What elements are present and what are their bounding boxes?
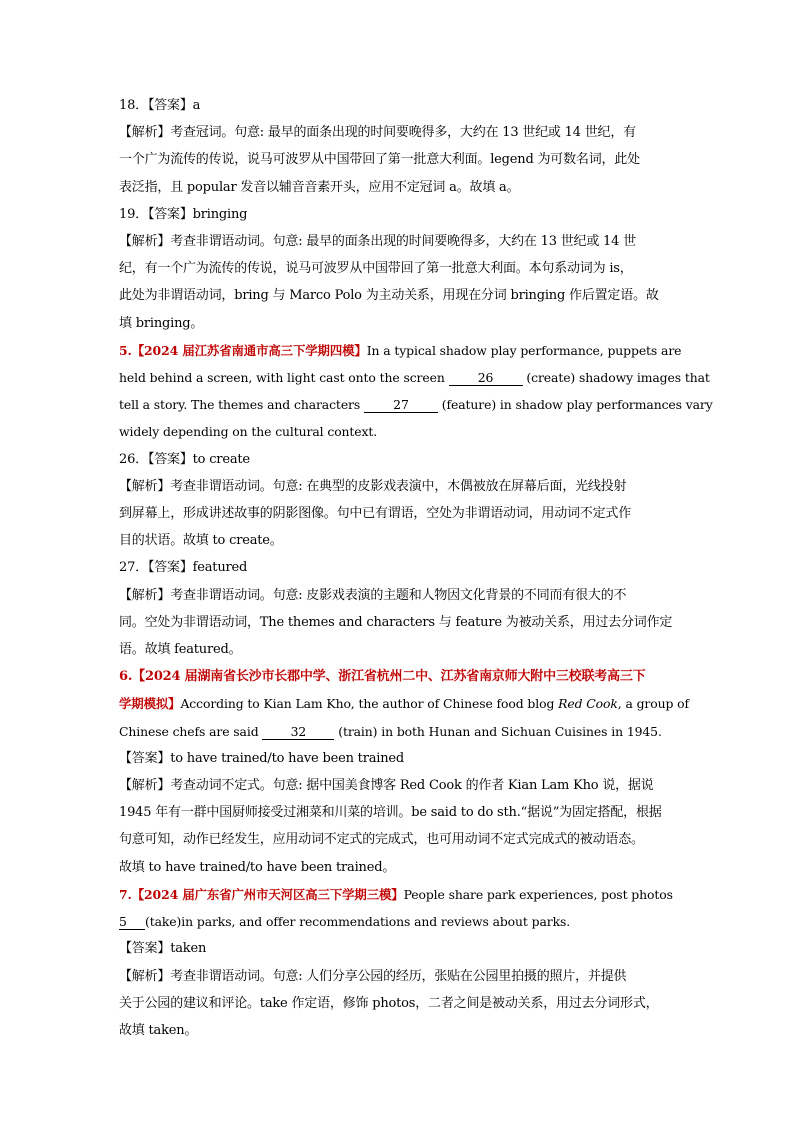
analysis-32-line-1: 【解析】考查动词不定式。句意: 据中国美食博客 Red Cook 的作者 Kian Lam Kho 说，据说 (119, 778, 654, 794)
item-7-text-1: People share park experiences, post photos (403, 886, 673, 902)
analysis-5-line-3: 故填 taken。 (119, 1022, 198, 1038)
item-5-line-3 (119, 391, 713, 418)
item-5-line-4: widely depending on the cultural context. (119, 424, 378, 440)
item-7-line-1 (119, 881, 679, 908)
analysis-27-line-1: 【解析】考查非谓语动词。句意: 皮影戏表演的主题和人物因文化背景的不同而有很大的不 (119, 587, 627, 603)
item-7-number: 7. (119, 886, 132, 902)
analysis-5-line-2: 关于公园的建议和评论。take 作定语，修饰 photos，二者之间是被动关系，用过去分词形式， (119, 995, 659, 1011)
item-5-text-3b: (feature) in shadow play performances vary (437, 397, 713, 413)
analysis-32-line-3: 句意可知，动作已经发生，应用动词不定式的完成式，也可用动词不定式完成式的被动语态。 (119, 832, 644, 848)
analysis-18-line-2: 一个广为流传的传说，说马可波罗从中国带回了第一批意大利面。legend 为可数名词，此处 (119, 152, 640, 168)
analysis-19-line-1: 【解析】考查非谓语动词。句意: 最早的面条出现的时间要晚得多，大约在 13 世纪或 14 世 (119, 234, 636, 250)
document-page (119, 92, 713, 1044)
answer-27: 27．【答案】featured (119, 560, 248, 576)
analysis-18-line-3: 表泛指，且 popular 发音以辅音音素开头，应用不定冠词 a。故填 a。 (119, 179, 520, 195)
item-6-text-2a: Chinese chefs are said (119, 723, 263, 739)
item-6-line-2 (119, 690, 689, 717)
item-7-source: 【2024 届广东省广州市天河区高三下学期三模】 (131, 886, 404, 902)
analysis-5-line-1: 【解析】考查非谓语动词。句意: 人们分享公园的经历，张贴在公园里拍摄的照片，并提供 (119, 968, 627, 984)
blank-32: 32 (262, 725, 334, 740)
analysis-26-line-1: 【解析】考查非谓语动词。句意: 在典型的皮影戏表演中，木偶被放在屏幕后面，光线投射 (119, 478, 627, 494)
item-5-text-2a: held behind a screen, with light cast onto the screen (119, 370, 449, 386)
analysis-32-line-2: 1945 年有一群中国厨师接受过湘菜和川菜的培训。be said to do sth.“据说”为固定搭配，根据 (119, 805, 662, 821)
answer-18: 18．【答案】a (119, 98, 201, 113)
item-6-blog-name: Red Cook (558, 696, 618, 712)
item-6-source-2: 学期模拟】 (119, 696, 181, 712)
answer-26: 26．【答案】to create (119, 451, 250, 467)
item-5-line-1 (119, 337, 682, 364)
analysis-19-line-3: 此处为非谓语动词，bring 与 Marco Polo 为主动关系，用现在分词 bringing 作后置定语。故 (119, 288, 659, 304)
analysis-19-line-4: 填 bringing。 (119, 315, 204, 331)
item-6-line-3 (119, 718, 679, 745)
analysis-26-line-3: 目的状语。故填 to create。 (119, 533, 283, 549)
analysis-27-line-3: 语。故填 featured。 (119, 642, 242, 658)
analysis-27-line-2: 同。空处为非谓语动词，The themes and characters 与 feature 为被动关系，用过去分词作定 (119, 614, 673, 630)
item-5-number: 5. (119, 342, 132, 358)
analysis-18-line-1: 【解析】考查冠词。句意: 最早的面条出现的时间要晚得多，大约在 13 世纪或 14 世纪，有 (119, 125, 636, 141)
item-6-text-2b: (train) in both Hunan and Sichuan Cuisines in 1945. (334, 723, 662, 739)
item-7-line-2 (119, 908, 679, 935)
blank-27: 27 (364, 398, 438, 413)
item-5-source: 【2024 届江苏省南通市高三下学期四模】 (131, 342, 367, 358)
item-6-number: 6. (119, 669, 133, 685)
item-7-text-2: (take)in parks, and offer recommendations and reviews about parks. (145, 914, 571, 930)
analysis-32-line-4: 故填 to have trained/to have been trained。 (119, 859, 396, 875)
blank-5: 5 (119, 915, 145, 930)
item-5-text-2b: (create) shadowy images that (522, 370, 710, 386)
item-6-source-1: 【2024 届湖南省长沙市长郡中学、浙江省杭州二中、江苏省南京师大附中三校联考高三下 (132, 669, 646, 685)
item-6-text-1b: , a group of (617, 696, 689, 712)
item-5-text-1: In a typical shadow play performance, puppets are (366, 342, 682, 358)
answer-5: 【答案】taken (119, 941, 207, 957)
answer-32: 【答案】to have trained/to have been trained (119, 750, 405, 766)
item-5-line-2 (119, 364, 710, 391)
item-6-line-1 (119, 663, 679, 690)
item-5-text-3a: tell a story. The themes and characters (119, 397, 364, 413)
blank-26: 26 (449, 371, 523, 386)
analysis-26-line-2: 到屏幕上，形成讲述故事的阴影图像。句中已有谓语，空处为非谓语动词，用动词不定式作 (119, 506, 632, 522)
analysis-19-line-2: 纪，有一个广为流传的传说，说马可波罗从中国带回了第一批意大利面。本句系动词为 is， (119, 261, 633, 277)
answer-19: 19．【答案】bringing (119, 206, 248, 222)
item-6-text-1a: According to Kian Lam Kho, the author of Chinese food blog (180, 696, 559, 712)
